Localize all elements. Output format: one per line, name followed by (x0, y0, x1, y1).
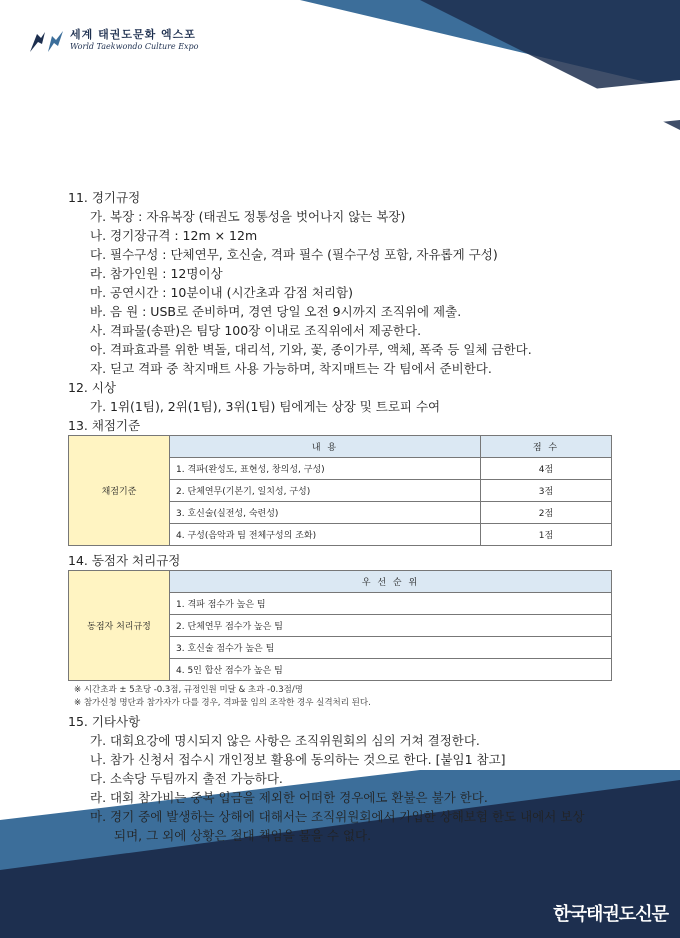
expo-logo (28, 28, 199, 54)
tiebreak-item: 2. 단체연무 점수가 높은 팀 (170, 615, 612, 637)
newspaper-watermark: 한국태권도신문 (553, 904, 668, 925)
section-11-title: 11. 경기규정 (68, 190, 141, 205)
s11-item-9: 자. 딛고 격파 중 착지매트 사용 가능하며, 착지매트는 각 팀에서 준비한다. (90, 361, 492, 376)
s15-item-5-cont: 되며, 그 외에 상황은 절대 책임을 물을 수 없다. (114, 828, 372, 843)
s11-item-6: 바. 음 원 : USB로 준비하며, 경연 당일 오전 9시까지 조직위에 제출. (90, 304, 462, 319)
s15-item-3: 다. 소속당 두팀까지 출전 가능하다. (90, 771, 283, 786)
s11-item-7: 사. 격파물(송판)은 팀당 100장 이내로 조직위에서 제공한다. (90, 323, 422, 338)
scoring-col-content: 내 용 (170, 436, 481, 458)
document-body (68, 188, 628, 845)
tiebreak-item: 4. 5인 합산 점수가 높은 팀 (170, 659, 612, 681)
logo-korean: 세계 태권도문화 엑스포 (70, 28, 196, 41)
s11-item-3: 다. 필수구성 : 단체연무, 호신술, 격파 필수 (필수구성 포함, 자유롭게 구성) (90, 247, 498, 262)
s11-item-1: 가. 복장 : 자유복장 (태권도 정통성을 벗어나지 않는 복장) (90, 209, 406, 224)
section-13-title: 13. 채점기준 (68, 418, 141, 433)
tiebreak-item: 1. 격파 점수가 높은 팀 (170, 593, 612, 615)
s15-item-2: 나. 참가 신청서 접수시 개인정보 활용에 동의하는 것으로 한다. [붙임1 참고] (90, 752, 506, 767)
scoring-side-label: 채점기준 (69, 436, 170, 546)
s11-item-8: 아. 격파효과를 위한 벽돌, 대리석, 기와, 꽃, 종이가루, 액체, 폭죽 등 일체 금한다. (90, 342, 532, 357)
s11-item-4: 라. 참가인원 : 12명이상 (90, 266, 223, 281)
tiebreak-side-label: 동점자 처리규정 (69, 571, 170, 681)
scoring-content: 3. 호신술(실전성, 숙련성) (170, 502, 481, 524)
scoring-content: 4. 구성(음악과 팀 전체구성의 조화) (170, 524, 481, 546)
tiebreak-table (68, 570, 612, 681)
section-15-title: 15. 기타사항 (68, 714, 141, 729)
tiebreak-item: 3. 호신술 점수가 높은 팀 (170, 637, 612, 659)
scoring-content: 2. 단체연무(기본기, 일치성, 구성) (170, 480, 481, 502)
logo-english: World Taekwondo Culture Expo (70, 42, 199, 51)
s11-item-2: 나. 경기장규격 : 12m × 12m (90, 228, 258, 243)
s15-item-5: 마. 경기 중에 발생하는 상해에 대해서는 조직위원회에서 가입한 상해보험 한도 내에서 보상 (90, 809, 585, 824)
scoring-score: 4점 (481, 458, 612, 480)
scoring-score: 3점 (481, 480, 612, 502)
scoring-col-score: 점 수 (481, 436, 612, 458)
scoring-score: 1점 (481, 524, 612, 546)
scoring-content: 1. 격파(완성도, 표현성, 창의성, 구성) (170, 458, 481, 480)
note-1: ※ 시간초과 ± 5초당 -0.3점, 규정인원 미달 & 초과 -0.3점/명 (74, 685, 303, 695)
s11-item-5: 마. 공연시간 : 10분이내 (시간초과 감점 처리함) (90, 285, 353, 300)
s15-item-4: 라. 대회 참가비는 중복 입금을 제외한 어떠한 경우에도 환불은 불가 한다. (90, 790, 488, 805)
section-14-title: 14. 동점자 처리규정 (68, 553, 181, 568)
s15-item-1: 가. 대회요강에 명시되지 않은 사항은 조직위원회의 심의 거쳐 결정한다. (90, 733, 480, 748)
taekwondo-figures-icon (28, 28, 66, 54)
tiebreak-col: 우 선 순 위 (170, 571, 612, 593)
section-12-title: 12. 시상 (68, 380, 117, 395)
note-2: ※ 참가신청 명단과 참가자가 다를 경우, 격파물 임의 조작한 경우 실격처리 된다. (74, 698, 371, 708)
scoring-table (68, 435, 612, 546)
s12-item-1: 가. 1위(1팀), 2위(1팀), 3위(1팀) 팀에게는 상장 및 트로피 수여 (90, 399, 441, 414)
scoring-score: 2점 (481, 502, 612, 524)
